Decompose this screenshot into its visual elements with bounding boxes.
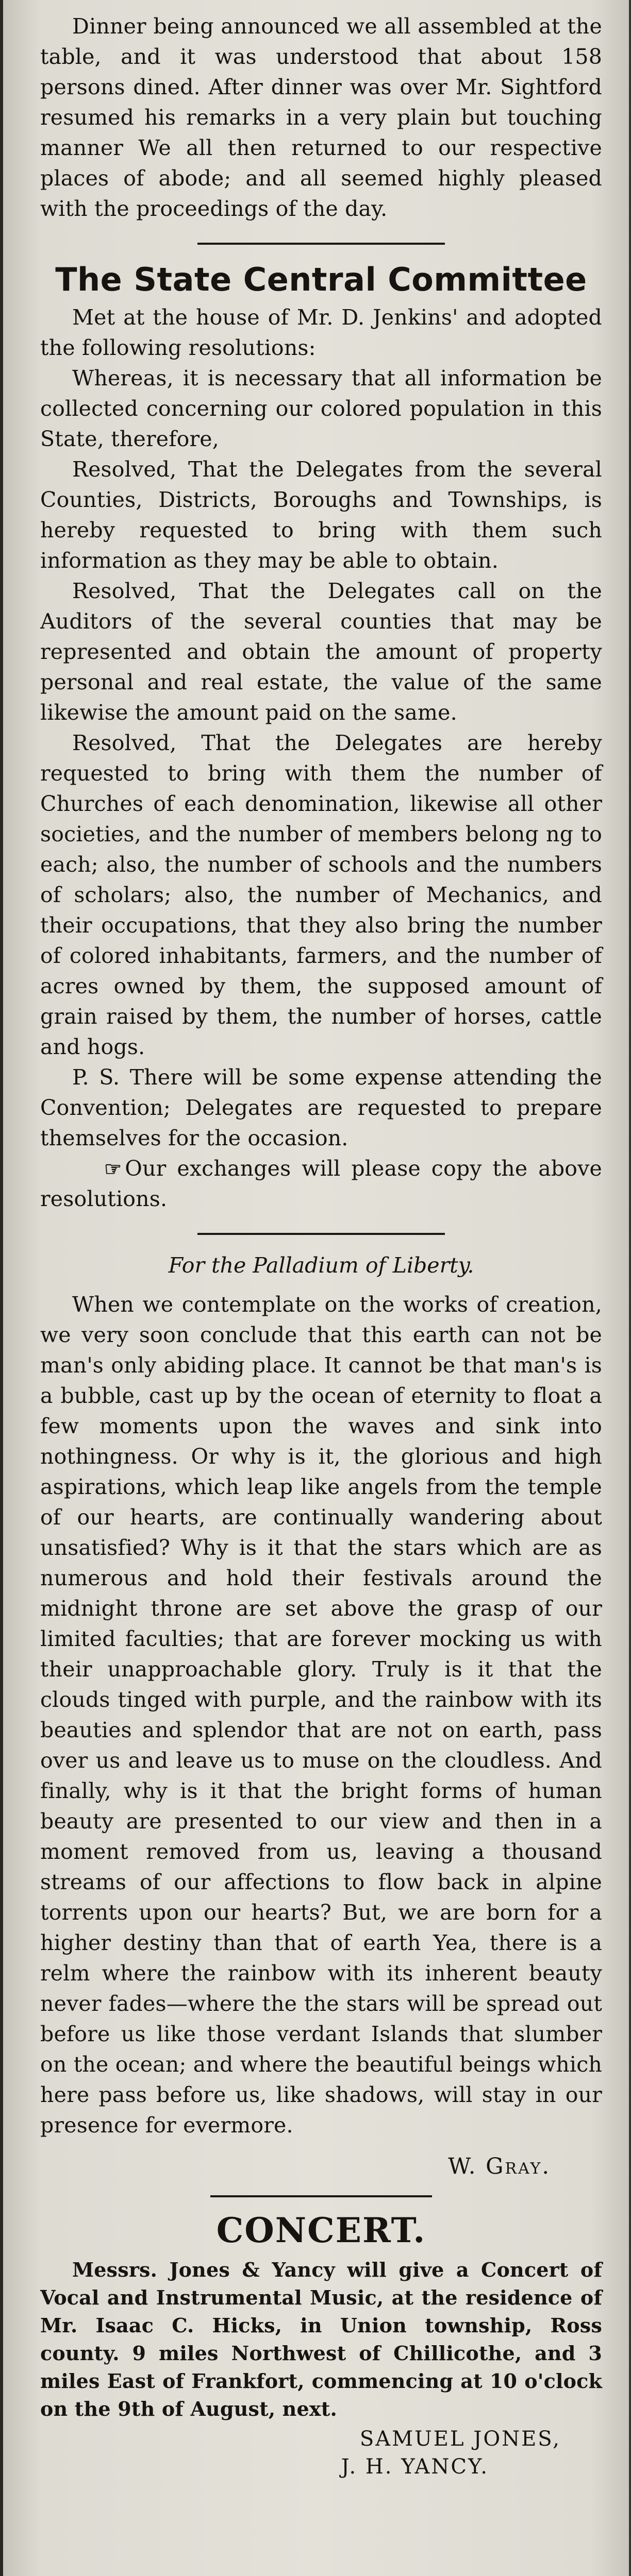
palladium-article [40,1250,602,2182]
committee-exchanges-note [40,1154,602,1214]
signer-jones: SAMUEL JONES, [359,2427,561,2451]
committee-exchanges-text: Our exchanges will please copy the above resolutions. [40,1156,602,1211]
committee-postscript: P. S. There will be some expense attending the Convention; Delegates are requested to prepare themselves for the occasion. [40,1065,602,1150]
pointing-hand-icon: ☞ [104,1157,122,1180]
committee-resolution-2: Resolved, That the Delegates call on the Auditors of the several counties that may be represented and obtain the amount of property personal and real estate, the value of the same likewise the amount paid on the same. [40,579,602,725]
concert-heading: CONCERT. [216,2210,426,2250]
palladium-subhead: For the Palladium of Liberty. [168,1253,474,1278]
palladium-signature: W. Gray. [448,2154,551,2179]
section-divider [197,1233,445,1235]
committee-heading: The State Central Committee [55,261,587,298]
committee-resolution-1: Resolved, That the Delegates from the several Counties, Districts, Boroughs and Townships, is hereby requested to bring with them such information as they may be able to obtain. [40,457,602,573]
section-divider [197,243,445,245]
concert-signers [40,2425,561,2481]
dinner-paragraph: Dinner being announced we all assembled at the table, and it was understood that about 158 persons dined. After dinner was over Mr. Sightford resumed his remarks in a very plain but touching manner We all then returned to our respective places of abode; and all seemed highly pleased with the proceedings of the day. [40,14,602,221]
committee-whereas: Whereas, it is necessary that all information be collected concerning our colored population in this State, therefore, [40,366,602,451]
signer-yancy: J. H. YANCY. [341,2455,489,2479]
palladium-body: When we contemplate on the works of creation, we very soon conclude that this earth can not be man's only abiding place. It cannot be that man's is a bubble, cast up by the ocean of eternity to float a few moments upon the waves and sink into nothingness. Or why is it, the glorious and high aspirations, which leap like angels from the temple of our hearts, are continually wandering about unsatisfied? Why is it that the stars which are as numerous and hold their festivals around the midnight throne are set above the grasp of our limited faculties; that are forever mocking us with their unapproachable glory. Truly is it that the clouds tinged with purple, and the rainbow with its beauties and splendor that are not on earth, pass over us and leave us to muse on the cloudless. And finally, why is it that the bright forms of human beauty are presented to our view and then in a moment removed from us, leaving a thousand streams of our affections to flow back in alpine torrents upon our hearts? But, we are born for a higher destiny than that of earth Yea, there is a relm where the rainbow with its inherent beauty never fades—where the the stars will be spread out before us like those verdant Islands that slumber on the ocean; and where the beautiful beings which here pass before us, like shadows, will stay in our presence for evermore. [40,1292,602,2138]
committee-resolution-3: Resolved, That the Delegates are hereby requested to bring with them the number of Churches of each denomination, likewise all other societies, and the number of members belong ng to each; also, the number of schools and the numbers of scholars; also, the number of Mechanics, and their occupations, that they also bring the number of colored inhabitants, farmers, and the number of acres owned by them, the supposed amount of grain raised by them, the number of horses, cattle and hogs. [40,731,602,1059]
dinner-article [40,11,602,224]
section-divider [210,2195,432,2197]
committee-intro: Met at the house of Mr. D. Jenkins' and adopted the following resolutions: [40,305,602,360]
concert-body: Messrs. Jones & Yancy will give a Concert of Vocal and Instrumental Music, at the residence of Mr. Isaac C. Hicks, in Union township, Ross county. 9 miles Northwest of Chillicothe, and 3 miles East of Frankfort, commencing at 10 o'clock on the 9th of August, next. [40,2258,602,2420]
committee-article [40,260,602,1214]
concert-notice [40,2210,602,2481]
